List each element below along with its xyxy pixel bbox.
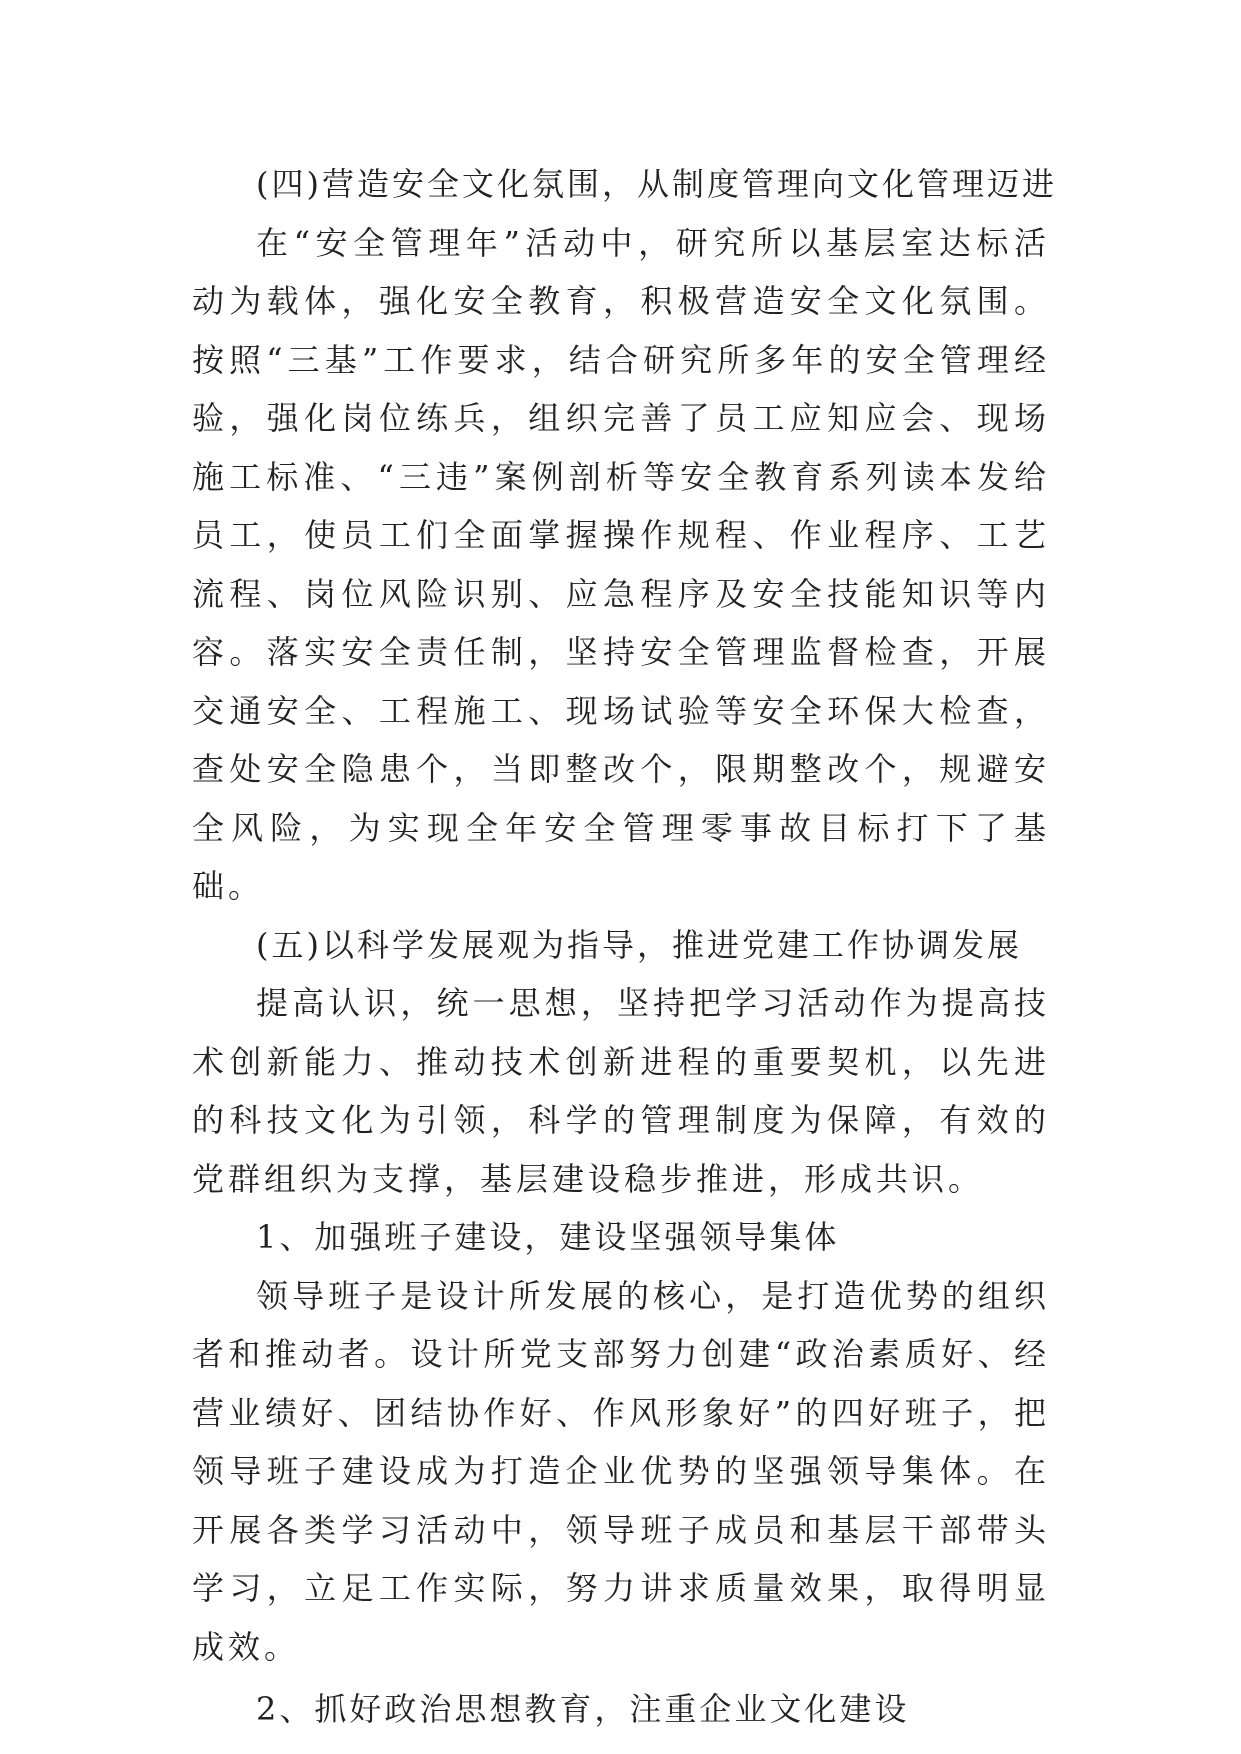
paragraph-party-building: 提高认识，统一思想，坚持把学习活动作为提高技术创新能力、推动技术创新进程的重要契机，以先进的科技文化为引领，科学的管理制度为保障，有效的党群组织为支撑，基层建设稳步推进，形成共识。: [192, 984, 1050, 1198]
section-heading-5: (五)以科学发展观为指导，推进党建工作协调发展: [256, 925, 1022, 964]
subsection-heading-2: 2、抓好政治思想教育，注重企业文化建设: [256, 1690, 910, 1728]
subsection-heading-1: 1、加强班子建设，建设坚强领导集体: [256, 1218, 840, 1256]
paragraph-safety-culture: 在“安全管理年”活动中，研究所以基层室达标活动为载体，强化安全教育，积极营造安全文化氛围。按照“三基”工作要求，结合研究所多年的安全管理经验，强化岗位练兵，组织完善了员工应知应会、现场施工标准、“三违”案例剖析等安全教育系列读本发给员工，使员工们全面掌握操作规程、作业程序、工艺流程、岗位风险识别、应急程序及安全技能知识等内容。落实安全责任制，坚持安全管理监督检查，开展交通安全、工程施工、现场试验等安全环保大检查，查处安全隐患个，当即整改个，限期整改个，规避安全风险，为实现全年安全管理零事故目标打下了基础。: [192, 223, 1050, 905]
paragraph-leadership: 领导班子是设计所发展的核心，是打造优势的组织者和推动者。设计所党支部努力创建“政治素质好、经营业绩好、团结协作好、作风形象好”的四好班子，把领导班子建设成为打造企业优势的坚强领导集体。在开展各类学习活动中，领导班子成员和基层干部带头学习，立足工作实际，努力讲求质量效果，取得明显成效。: [192, 1276, 1050, 1666]
section-heading-4: (四)营造安全文化氛围，从制度管理向文化管理迈进: [256, 165, 1057, 203]
document-page: [192, 155, 1057, 1739]
